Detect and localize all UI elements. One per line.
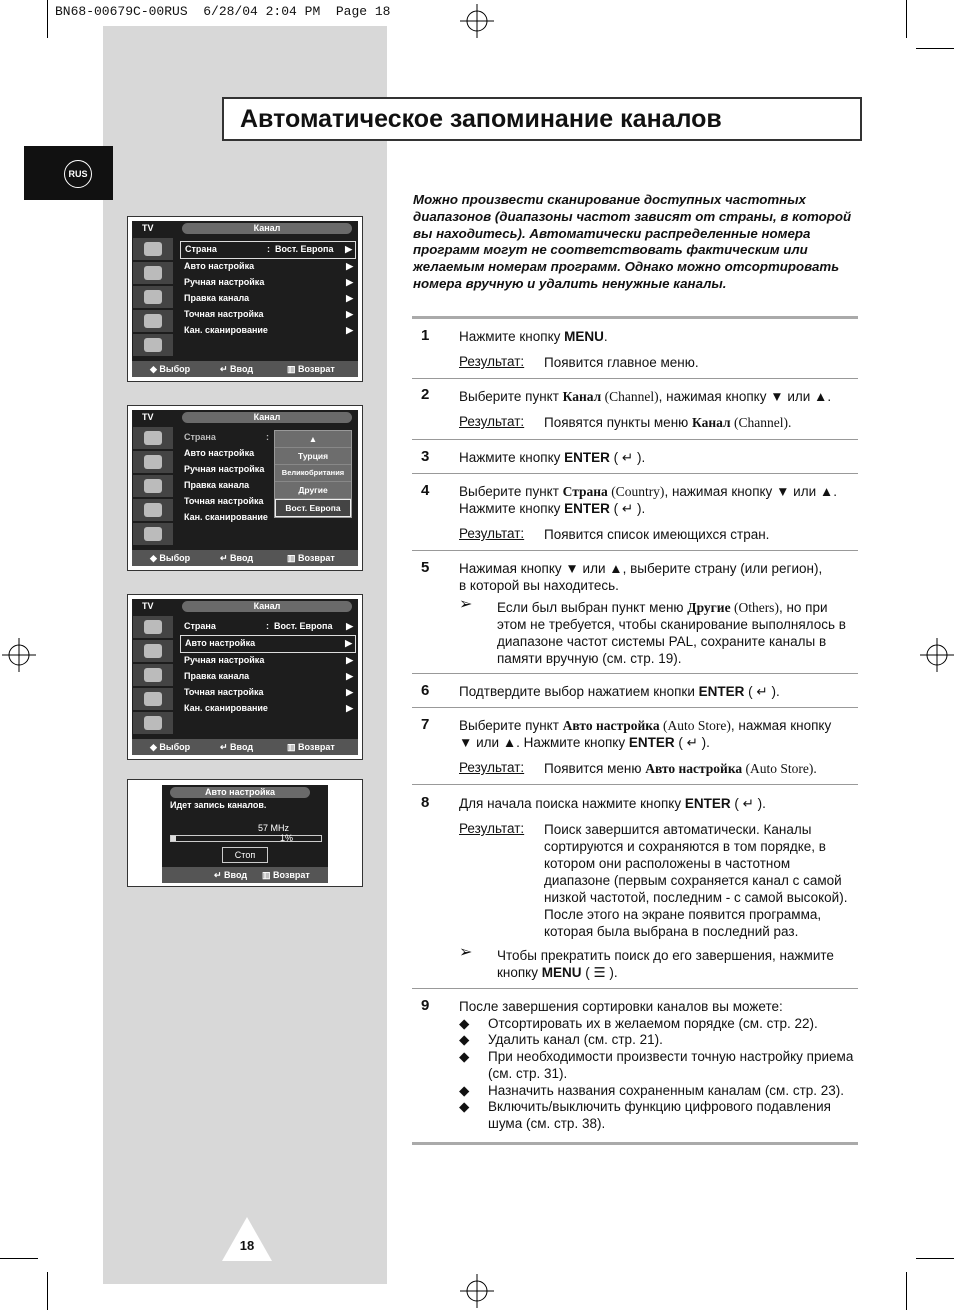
sound-icon — [133, 262, 173, 284]
step-2-result: Появятся пункты меню Канал (Channel). — [544, 415, 792, 430]
menu-item-manual-store: Ручная настройка ▶ — [184, 277, 353, 287]
registration-mark-icon — [2, 638, 36, 672]
popup-option: Другие — [275, 482, 351, 499]
crop-mark — [47, 0, 48, 38]
step-7-result: Появится меню Авто настройка (Auto Store). — [544, 761, 817, 776]
menu-item-scan: Кан. сканирование — [184, 512, 268, 522]
sound-icon — [133, 640, 173, 662]
divider — [412, 473, 858, 474]
step-number: 2 — [421, 386, 430, 403]
picture-icon — [133, 238, 173, 260]
page-title-box — [222, 97, 862, 141]
registration-mark-icon — [920, 638, 954, 672]
step-9-text: После завершения сортировки каналов вы можете: — [459, 999, 783, 1014]
step-number: 8 — [421, 794, 430, 811]
setup-icon — [133, 310, 173, 332]
divider — [412, 784, 858, 785]
picture-icon — [133, 616, 173, 638]
channel-icon — [133, 286, 173, 308]
setup-icon — [133, 499, 173, 521]
divider — [412, 707, 858, 708]
progress-fill — [171, 836, 176, 841]
input-icon — [133, 712, 173, 734]
step-number: 5 — [421, 559, 430, 576]
step-3-text: Нажмите кнопку ENTER ( ↵ ). — [459, 450, 646, 465]
popup-option-selected: Вост. Европа — [275, 499, 351, 517]
divider — [412, 673, 858, 674]
menu-item-auto-store: Авто настройка — [184, 448, 255, 458]
setup-icon — [133, 688, 173, 710]
stop-button[interactable]: Стоп — [222, 847, 268, 863]
menu-tab: Канал — [182, 601, 352, 612]
step-number: 9 — [421, 997, 430, 1014]
result-label: Результат: — [459, 760, 525, 775]
menu-item-fine-tune: Точная настройка ▶ — [184, 687, 353, 697]
menu-item-fine-tune: Точная настройка — [184, 496, 264, 506]
divider — [412, 1142, 858, 1145]
auto-store-title: Авто настройка — [170, 787, 310, 798]
menu-item-auto-store: Авто настройка ▶ — [180, 635, 356, 653]
menu-item-fine-tune: Точная настройка ▶ — [184, 309, 353, 319]
step-4-result: Появится список имеющихся стран. — [544, 527, 770, 542]
note-arrow-icon: ➢ — [459, 944, 473, 961]
page-title: Автоматическое запоминание каналов — [240, 105, 722, 133]
popup-up-arrow: ▲ — [275, 431, 351, 448]
picture-icon — [133, 427, 173, 449]
menu-icon-column — [133, 427, 175, 547]
registration-mark-icon — [460, 1274, 494, 1308]
menu-tab: Канал — [182, 412, 352, 423]
language-badge: RUS — [64, 160, 92, 188]
crop-mark — [906, 0, 907, 38]
step-5-note: Если был выбран пункт меню Другие (Others), но при этом не требуется, чтобы сканирование выполнялось в диапазоне частот системы PAL, сохраните каналы в памяти вручную (см. стр. 19). — [497, 600, 846, 666]
popup-option: Турция — [275, 448, 351, 465]
divider — [412, 439, 858, 440]
step-8-text: Для начала поиска нажмите кнопку ENTER ( ↵ ). — [459, 796, 766, 811]
input-icon — [133, 334, 173, 356]
step-number: 3 — [421, 448, 430, 465]
menu-item-edit: Правка канала ▶ — [184, 671, 353, 681]
divider — [412, 550, 858, 551]
result-label: Результат: — [459, 414, 525, 429]
tv-screen-auto-store-selected — [127, 594, 363, 760]
popup-option: Великобритания — [275, 465, 351, 482]
menu-tab: Канал — [182, 223, 352, 234]
progress-bar — [170, 835, 322, 842]
step-7-text: Выберите пункт Авто настройка (Auto Store), нажмая кнопку ▼ или ▲. Нажмите кнопку ENTER ( ↵ ). — [459, 718, 832, 750]
step-number: 4 — [421, 482, 430, 499]
screen-footer: ◆ Выбор ↵ Ввод ▥ Возврат — [132, 739, 358, 755]
step-4-text: Выберите пункт Страна (Country), нажимая кнопку ▼ или ▲. Нажмите кнопку ENTER ( ↵ ). — [459, 484, 837, 516]
input-icon — [133, 523, 173, 545]
menu-item-manual-store: Ручная настройка — [184, 464, 265, 474]
channel-icon — [133, 664, 173, 686]
step-5-text: Нажимая кнопку ▼ или ▲, выберите страну (или регион), в которой вы находитесь. — [459, 561, 823, 593]
result-label: Результат: — [459, 526, 525, 541]
sound-icon — [133, 451, 173, 473]
frequency-readout: 57 MHz — [258, 823, 290, 833]
language-tab — [24, 146, 113, 200]
step-6-text: Подтвердите выбор нажатием кнопки ENTER ( ↵ ). — [459, 684, 780, 699]
menu-item-scan: Кан. сканирование ▶ — [184, 325, 353, 335]
tv-label: TV — [142, 601, 154, 611]
menu-item-country: Страна : Вост. Европа ▶ — [180, 241, 356, 259]
country-popup — [274, 430, 352, 518]
step-8-note: Чтобы прекратить поиск до его завершения, нажмите кнопку MENU ( ☰ ). — [497, 948, 834, 980]
tv-label: TV — [142, 412, 154, 422]
crop-mark — [916, 1258, 954, 1259]
divider — [412, 316, 858, 319]
tv-label: TV — [142, 223, 154, 233]
menu-item-country: Страна : — [184, 432, 269, 442]
menu-icon-column — [133, 238, 175, 358]
step-1-result: Появится главное меню. — [544, 355, 699, 370]
crop-mark — [906, 1272, 907, 1310]
crop-mark — [916, 48, 954, 49]
step-number: 1 — [421, 327, 430, 344]
note-arrow-icon: ➢ — [459, 596, 473, 613]
divider — [412, 378, 858, 379]
step-number: 7 — [421, 716, 430, 733]
channel-icon — [133, 475, 173, 497]
menu-item-edit: Правка канала — [184, 480, 250, 490]
tv-screen-channel-menu — [127, 216, 363, 382]
result-label: Результат: — [459, 354, 525, 369]
step-2-text: Выберите пункт Канал (Channel), нажимая кнопку ▼ или ▲. — [459, 389, 832, 404]
menu-item-auto-store: Авто настройка ▶ — [184, 261, 353, 271]
step-number: 6 — [421, 682, 430, 699]
screen-footer: ◆ Выбор ↵ Ввод ▥ Возврат — [132, 550, 358, 566]
crop-mark — [0, 1258, 38, 1259]
screen-footer: ↵ Ввод ▥ Возврат — [162, 867, 328, 883]
intro-text: Можно произвести сканирование доступных частотных диапазонов (диапазоны частот зависят от страны, в которой вы находитесь). Автоматически распределенные номера программ могут не соответствовать фактическим или желаемым номерам программ. Однако можно отсортировать номера вручную и удалить ненужные каналы. — [413, 192, 852, 291]
menu-item-edit: Правка канала ▶ — [184, 293, 353, 303]
divider — [412, 988, 858, 989]
progress-percent: 1% — [280, 833, 294, 843]
menu-item-scan: Кан. сканирование ▶ — [184, 703, 353, 713]
print-header: BN68-00679C-00RUS 6/28/04 2:04 PM Page 18 — [55, 4, 391, 19]
step-1-text: Нажмите кнопку MENU. — [459, 329, 608, 344]
result-label: Результат: — [459, 821, 525, 836]
auto-store-message: Идет запись каналов. — [170, 800, 267, 810]
tv-screen-auto-store-progress — [127, 779, 363, 887]
menu-item-manual-store: Ручная настройка ▶ — [184, 655, 353, 665]
menu-item-country: Страна : Вост. Европа ▶ — [184, 621, 353, 631]
step-8-result: Поиск завершится автоматически. Каналы сортируются и сохраняются в том порядке, в котором они расположены в частотном диапазоне (первым сохраняется канал с самой низкой частотой, последним - с самой высокой). После этого на экране появится программа, которая была выбрана в последний раз. — [544, 822, 848, 939]
tv-screen-country-list — [127, 405, 363, 571]
menu-icon-column — [133, 616, 175, 736]
page-number: 18 — [239, 1238, 255, 1253]
screen-footer: ◆ Выбор ↵ Ввод ▥ Возврат — [132, 361, 358, 377]
registration-mark-icon — [460, 4, 494, 38]
crop-mark — [47, 1272, 48, 1310]
